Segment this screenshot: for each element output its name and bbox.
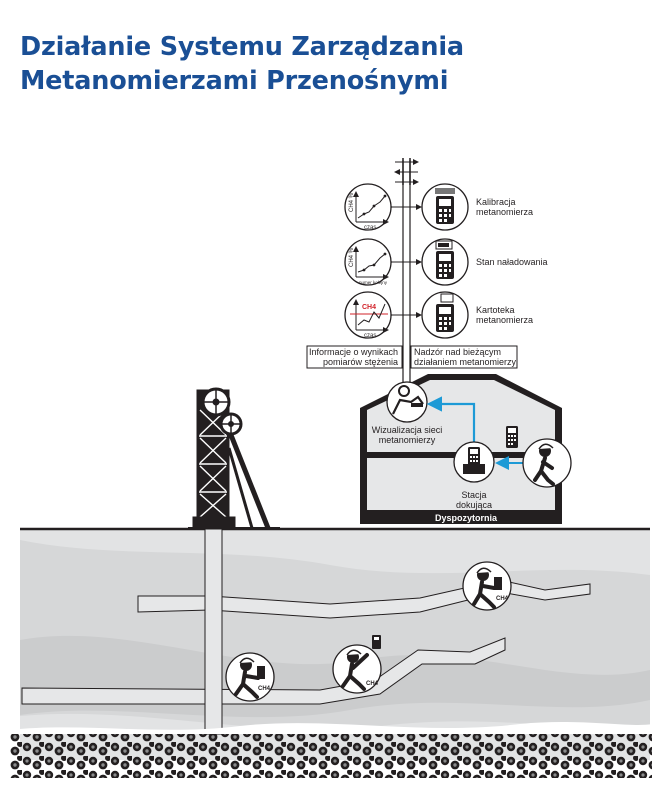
handheld-meter-icon — [506, 426, 518, 448]
function-label-line1: Kartoteka — [476, 305, 515, 315]
visualization-line2: metanomierzy — [378, 435, 436, 445]
device-circle — [422, 239, 468, 285]
title-line-2: Metanomierzami Przenośnymi — [20, 66, 449, 96]
function-label-line1: Kalibracja — [476, 197, 516, 207]
info-left-line1: Informacje o wynikach — [308, 347, 398, 357]
chart-xlabel: numer kolejny — [359, 280, 388, 285]
docking-station — [454, 442, 494, 482]
chart-xlabel: czas — [364, 333, 377, 339]
chart-circle — [345, 292, 391, 339]
mine-shaft — [205, 529, 222, 734]
info-box-left — [307, 346, 402, 368]
alarm-label: CH4 — [362, 304, 377, 311]
chart-circle — [345, 184, 391, 231]
raised-meter-icon — [372, 635, 381, 649]
function-label-line1: Stan naładowania — [476, 257, 548, 267]
function-row-battery — [345, 239, 548, 285]
chart-circle — [345, 239, 391, 285]
visualization-operator — [387, 382, 427, 422]
miner-lower-left — [226, 653, 274, 701]
info-right-line1: Nadzór nad bieżącym — [414, 347, 502, 357]
device-circle — [422, 184, 468, 230]
chart-ylabel: CH4 % — [349, 192, 355, 212]
rubble-layer — [10, 730, 652, 778]
device-circle — [422, 292, 468, 338]
chart-ylabel: CH4 % — [349, 247, 355, 267]
gas-label: CH4 — [496, 596, 509, 602]
info-box-right — [411, 346, 517, 368]
info-left-line2: pomiarów stężenia — [322, 357, 398, 367]
title-line-1: Działanie Systemu Zarządzania — [20, 32, 464, 62]
station-line1: Stacja — [461, 490, 487, 500]
gas-label: CH4 — [505, 453, 520, 460]
function-row-calibration — [345, 184, 533, 231]
info-right-line2: działaniem metanomierzy — [414, 357, 517, 367]
function-label-line2: metanomierza — [476, 207, 534, 217]
function-label-line2: metanomierza — [476, 315, 534, 325]
building-name: Dyspozytornia — [434, 513, 498, 523]
chart-xlabel: czas — [364, 225, 377, 231]
function-row-records — [345, 292, 533, 339]
record-device-icon — [441, 294, 453, 302]
underground-section — [10, 529, 652, 778]
miner-outside — [523, 439, 571, 487]
gas-label: CH4 — [258, 686, 271, 692]
headframe-tower — [188, 389, 280, 529]
station-line2: dokująca — [455, 500, 493, 510]
miner-upper-tunnel — [463, 562, 511, 610]
gas-label: CH4 — [366, 681, 379, 687]
visualization-line1: Wizualizacja sieci — [371, 425, 443, 435]
calibration-device-icon — [435, 188, 455, 194]
